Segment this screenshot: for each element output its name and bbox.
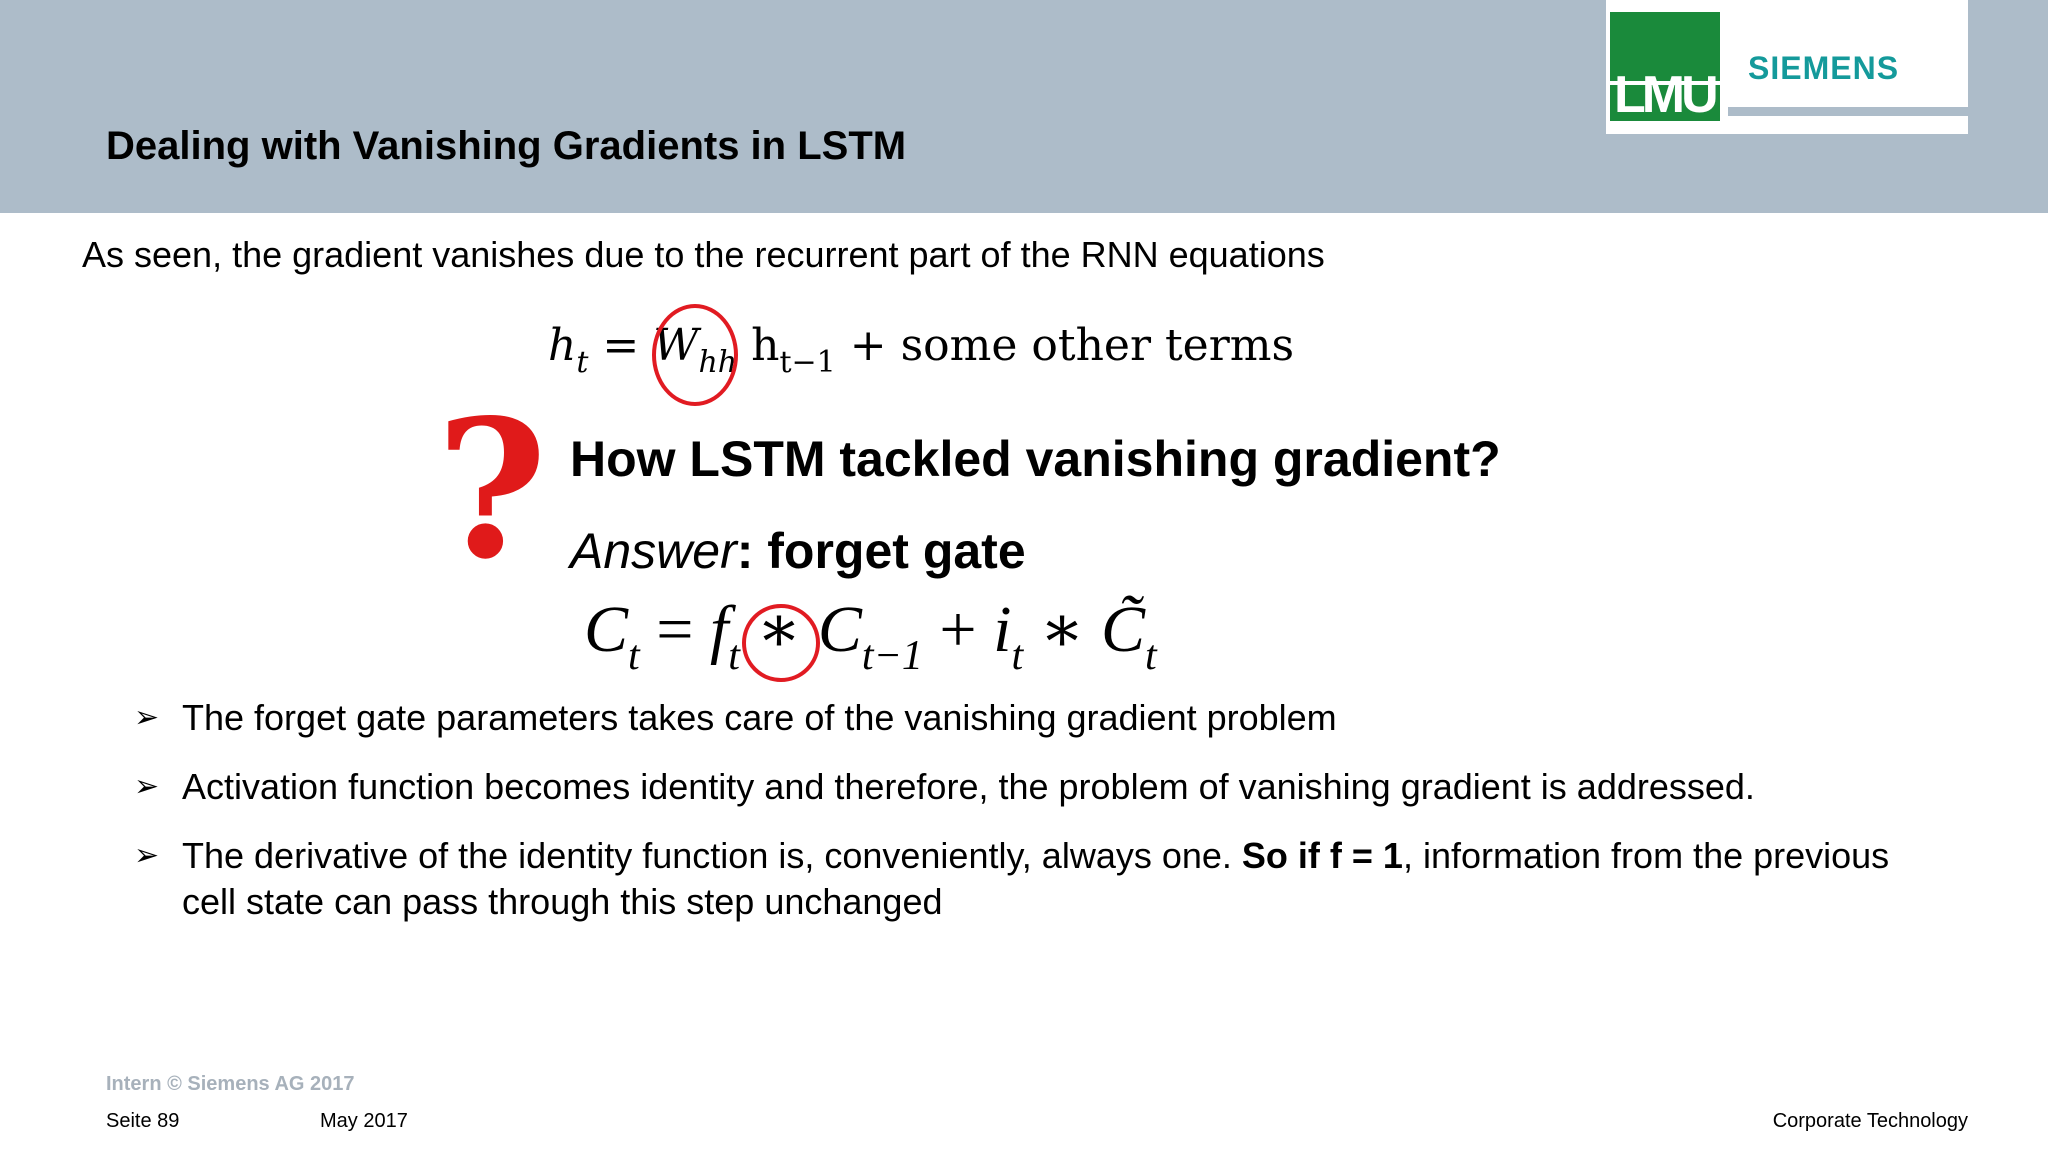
rnn-eq-prev-sub: t−1 xyxy=(779,345,836,380)
bullet-item xyxy=(134,695,1914,741)
question-mark-icon: ? xyxy=(436,378,548,601)
logo-divider xyxy=(1728,107,1968,116)
slide-title: Dealing with Vanishing Gradients in LSTM xyxy=(106,124,907,168)
footer-date: May 2017 xyxy=(320,1110,408,1132)
footer-page-number: Seite 89 xyxy=(106,1110,180,1132)
bullet-text xyxy=(182,833,1914,925)
bullet-text-before: The derivative of the identity function is, conveniently, always one. xyxy=(182,835,1242,876)
intro-text: As seen, the gradient vanishes due to the recurrent part of the RNN equations xyxy=(82,234,1325,275)
lstm-eq-equals: = xyxy=(639,593,710,666)
lstm-eq-op1: ∗ xyxy=(739,593,818,666)
answer-separator: : xyxy=(736,523,768,579)
question-text: How LSTM tackled vanishing gradient? xyxy=(570,431,1501,487)
answer-line xyxy=(570,522,1026,580)
bullet-arrow-icon: ➢ xyxy=(134,839,160,872)
lstm-eq-op2: ∗ xyxy=(1023,593,1101,666)
answer-value: forget gate xyxy=(767,523,1026,579)
footer-department: Corporate Technology xyxy=(1772,1110,1968,1132)
lstm-eq-cprev: C xyxy=(817,593,862,666)
rnn-eq-equals: = xyxy=(588,320,654,371)
rnn-eq-lhs-sub: t xyxy=(576,345,589,380)
lstm-eq-i-sub: t xyxy=(1011,633,1024,679)
lmu-logo xyxy=(1610,12,1720,124)
forget-gate-highlight-circle xyxy=(742,604,820,682)
bullet-arrow-icon: ➢ xyxy=(134,770,160,803)
lstm-eq-cprev-sub: t−1 xyxy=(861,633,923,679)
rnn-eq-weight: W xyxy=(653,320,699,371)
lstm-eq-ctilde-sub: t xyxy=(1145,633,1157,679)
lstm-eq-c-sub: t xyxy=(628,633,640,679)
answer-label: Answer xyxy=(570,523,737,579)
bullet-text-bold: So if f = 1 xyxy=(1241,835,1403,876)
bullet-text: Activation function becomes identity and therefore, the problem of vanishing gradient is addressed. xyxy=(182,766,1755,807)
bullet-item xyxy=(134,764,1914,810)
rnn-eq-lhs: h xyxy=(548,320,577,371)
rnn-eq-weight-sub: hh xyxy=(698,345,738,380)
lmu-logo-text: LMU xyxy=(1614,66,1715,124)
lstm-eq-f-sub: t xyxy=(728,633,740,679)
bullet-arrow-icon: ➢ xyxy=(134,701,160,734)
siemens-logo: SIEMENS xyxy=(1748,50,1900,86)
lstm-eq-plus: + xyxy=(922,593,994,666)
lstm-eq-c: C xyxy=(584,593,629,666)
bullet-item xyxy=(134,833,1914,925)
whh-highlight-circle xyxy=(652,304,738,406)
rnn-eq-rest: + some other terms xyxy=(835,320,1295,371)
lstm-eq-i: i xyxy=(993,593,1012,666)
rnn-eq-prev: h xyxy=(751,320,780,371)
lstm-cell-equation xyxy=(584,590,1157,680)
lstm-eq-f: f xyxy=(709,593,729,666)
lstm-eq-ctilde: C̃ xyxy=(1100,593,1145,666)
bullet-text: The forget gate parameters takes care of the vanishing gradient problem xyxy=(182,697,1337,738)
bullet-text-after: , information from the previous cell state can pass through this step unchanged xyxy=(182,835,1890,922)
footer-copyright: Intern © Siemens AG 2017 xyxy=(106,1073,355,1095)
